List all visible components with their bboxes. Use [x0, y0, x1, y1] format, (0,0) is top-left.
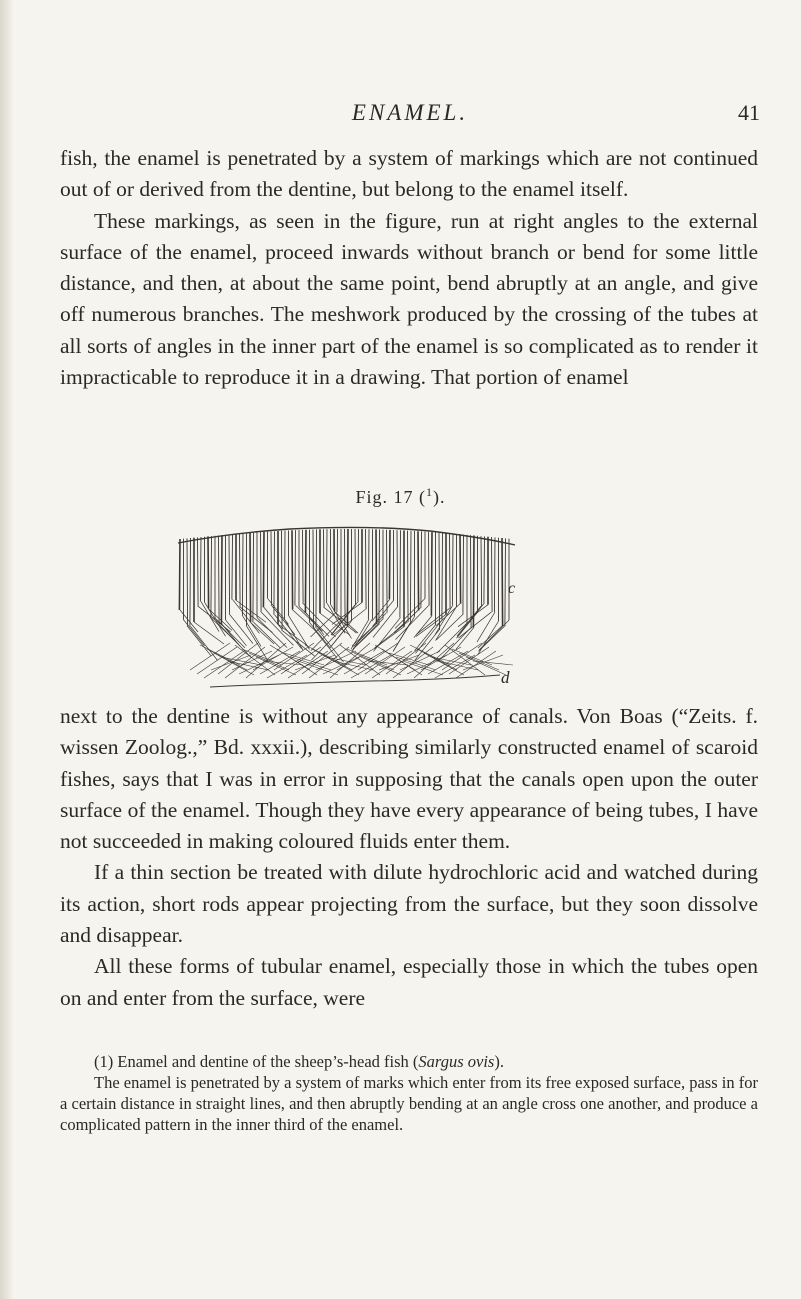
- engraving-stroke: [435, 605, 453, 635]
- engraving-stroke: [334, 529, 335, 611]
- figure-caption-ref: 1: [426, 485, 433, 499]
- footnote-text: The enamel is penetrated by a system of marks which enter from its free exposed surface, pass in for a certain distance in straight lines, and then abruptly bending at an angle cross one another, and produce a complicated pattern in the inner third of the enamel.: [60, 1073, 758, 1134]
- engraving-stroke: [457, 606, 481, 636]
- body-text-bottom: [60, 701, 758, 1014]
- footnote-line-1: [60, 1051, 758, 1072]
- engraving-stroke: [187, 538, 188, 625]
- engraving-stroke: [355, 529, 356, 605]
- engraving-stroke: [389, 530, 390, 599]
- engraving-stroke: [492, 537, 493, 612]
- engraving-stroke: [305, 530, 306, 613]
- footnote: [60, 1051, 758, 1135]
- figure-label-c: c: [508, 580, 516, 597]
- engraving-stroke: [387, 530, 388, 613]
- running-head: ENAMEL.: [351, 100, 469, 125]
- engraving-stroke: [418, 531, 419, 610]
- engraving-stroke: [200, 645, 240, 665]
- engraving-stroke: [437, 623, 467, 653]
- engraving-stroke: [429, 532, 430, 606]
- engraving-stroke: [253, 533, 254, 623]
- engraving-stroke: [347, 529, 348, 626]
- engraving-stroke: [484, 536, 485, 602]
- engraving-stroke: [233, 599, 260, 633]
- engraving-stroke: [261, 611, 294, 645]
- paragraph: All these forms of tubular enamel, especially those in which the tubes open on and enter from the surface, were: [60, 954, 758, 1010]
- engraving-stroke: [452, 534, 453, 605]
- engraving-stroke: [386, 643, 426, 674]
- engraving-stroke: [345, 529, 346, 626]
- engraving-stroke: [366, 529, 367, 609]
- engraving-stroke: [221, 535, 222, 624]
- engraving-stroke: [416, 614, 446, 636]
- paragraph: next to the dentine is without any appearance of canals. Von Boas (“Zeits. f. wissen Zoolog.,” Bd. xxxii.), describing similarly constructed enamel of scaroid fishes, says that I was in error in supposing that the canals open upon the outer surface of the enamel. Though they have every appearance of being tubes, I have not succeeded in making coloured fluids enter them.: [60, 704, 758, 854]
- engraving-stroke: [316, 529, 317, 628]
- engraving-stroke: [337, 529, 338, 611]
- engraving-stroke: [256, 657, 296, 675]
- engraving-stroke: [417, 608, 450, 634]
- page-number: 41: [738, 100, 760, 125]
- engraving-stroke: [219, 624, 252, 658]
- engraving-stroke: [200, 537, 201, 602]
- engraving-stroke: [232, 534, 233, 599]
- engraving-stroke: [481, 536, 482, 606]
- engraving-stroke: [456, 627, 474, 649]
- engraving-stroke: [502, 538, 503, 626]
- paragraph: If a thin section be treated with dilute hydrochloric acid and watched during its action, short rods appear projecting from the surface, but they soon dissolve and disappear.: [60, 860, 758, 948]
- footnote-prefix: Enamel and dentine of the sheep’s-head fish (: [117, 1052, 419, 1071]
- engraving-stroke: [229, 535, 230, 614]
- engraving-stroke: [379, 529, 380, 623]
- figure-enamel-illustration: [170, 515, 530, 695]
- engraving-stroke: [473, 535, 474, 627]
- engraving-stroke: [326, 529, 327, 603]
- engraving-stroke: [295, 530, 296, 605]
- engraving-stroke: [240, 534, 241, 607]
- engraving-stroke: [479, 625, 506, 651]
- footnote-suffix: ).: [494, 1052, 504, 1071]
- engraving-stroke: [242, 533, 243, 616]
- engraving-stroke: [250, 622, 274, 644]
- engraving-stroke: [442, 533, 443, 620]
- engraving-stroke: [190, 643, 230, 670]
- engraving-stroke: [184, 620, 205, 646]
- engraving-stroke: [282, 531, 283, 630]
- enamel-surface-outline: [178, 527, 515, 545]
- paragraph: These markings, as seen in the figure, run at right angles to the external surface of the enamel, proceed inwards without branch or bend for some little distance, and then, at about the same point, bend abruptly at an angle, and give off numerous branches. The meshwork produced by the crossing of the tubes at all sorts of angles in the inner part of the enamel is so complicated as to render it impracticable to reproduce it in a drawing. That portion of enamel: [60, 208, 758, 390]
- engraving-stroke: [324, 529, 325, 607]
- engraving-stroke: [187, 626, 211, 656]
- engraving-stroke: [190, 538, 191, 626]
- engraving-stroke: [201, 602, 219, 632]
- page-header: [60, 100, 760, 130]
- engraving-stroke: [211, 536, 212, 618]
- engraving-stroke: [449, 647, 489, 674]
- engraving-stroke: [358, 529, 359, 601]
- engraving-stroke: [400, 530, 401, 617]
- engraving-stroke: [408, 531, 409, 622]
- engraving-stroke: [264, 607, 282, 629]
- figure-caption: [0, 485, 801, 508]
- engraving-stroke: [466, 657, 506, 675]
- engraving-stroke: [396, 606, 429, 640]
- engraving-stroke: [471, 535, 472, 628]
- engraving-stroke: [439, 533, 440, 630]
- engraving-stroke: [376, 529, 377, 624]
- engraving-stroke: [274, 531, 275, 614]
- engraving-stroke: [198, 537, 199, 605]
- figure-caption-prefix: Fig. 17 (: [355, 487, 426, 507]
- engraving-stroke: [463, 535, 464, 614]
- engraving-stroke: [179, 539, 180, 610]
- page-spine-shadow: [0, 0, 14, 1299]
- engraving-stroke: [263, 532, 264, 607]
- body-text-top: [60, 143, 758, 393]
- enamel-drawing: [170, 515, 530, 695]
- engraving-stroke: [292, 530, 293, 609]
- engraving-stroke: [250, 533, 251, 622]
- engraving-stroke: [478, 626, 502, 648]
- engraving-stroke: [479, 620, 509, 650]
- engraving-stroke: [431, 532, 432, 616]
- footnote-species: Sargus ovis: [418, 1052, 495, 1071]
- engraving-stroke: [284, 531, 285, 620]
- engraving-stroke: [460, 534, 461, 604]
- engraving-stroke: [494, 537, 495, 612]
- engraving-stroke: [421, 531, 422, 606]
- engraving-stroke: [368, 529, 369, 619]
- engraving-stroke: [271, 531, 272, 604]
- engraving-stroke: [397, 530, 398, 607]
- footnote-marker: (1): [94, 1052, 114, 1071]
- engraving-stroke: [208, 536, 209, 608]
- engraving-stroke: [313, 529, 314, 627]
- engraving-stroke: [274, 643, 314, 670]
- paragraph: fish, the enamel is penetrated by a system of markings which are not continued out of or derived from the dentine, but belong to the enamel itself.: [60, 146, 758, 202]
- figure-caption-suffix: ).: [433, 487, 446, 507]
- engraving-stroke: [303, 530, 304, 603]
- dentine-boundary: [210, 675, 500, 687]
- engraving-stroke: [410, 531, 411, 622]
- engraving-stroke: [505, 538, 506, 625]
- engraving-stroke: [289, 615, 310, 649]
- engraving-stroke: [261, 532, 262, 611]
- engraving-stroke: [303, 603, 336, 637]
- engraving-stroke: [191, 626, 218, 660]
- figure-label-d: d: [501, 668, 510, 687]
- engraving-stroke: [281, 647, 321, 674]
- engraving-stroke: [219, 535, 220, 623]
- engraving-stroke: [478, 621, 499, 655]
- engraving-stroke: [450, 533, 451, 608]
